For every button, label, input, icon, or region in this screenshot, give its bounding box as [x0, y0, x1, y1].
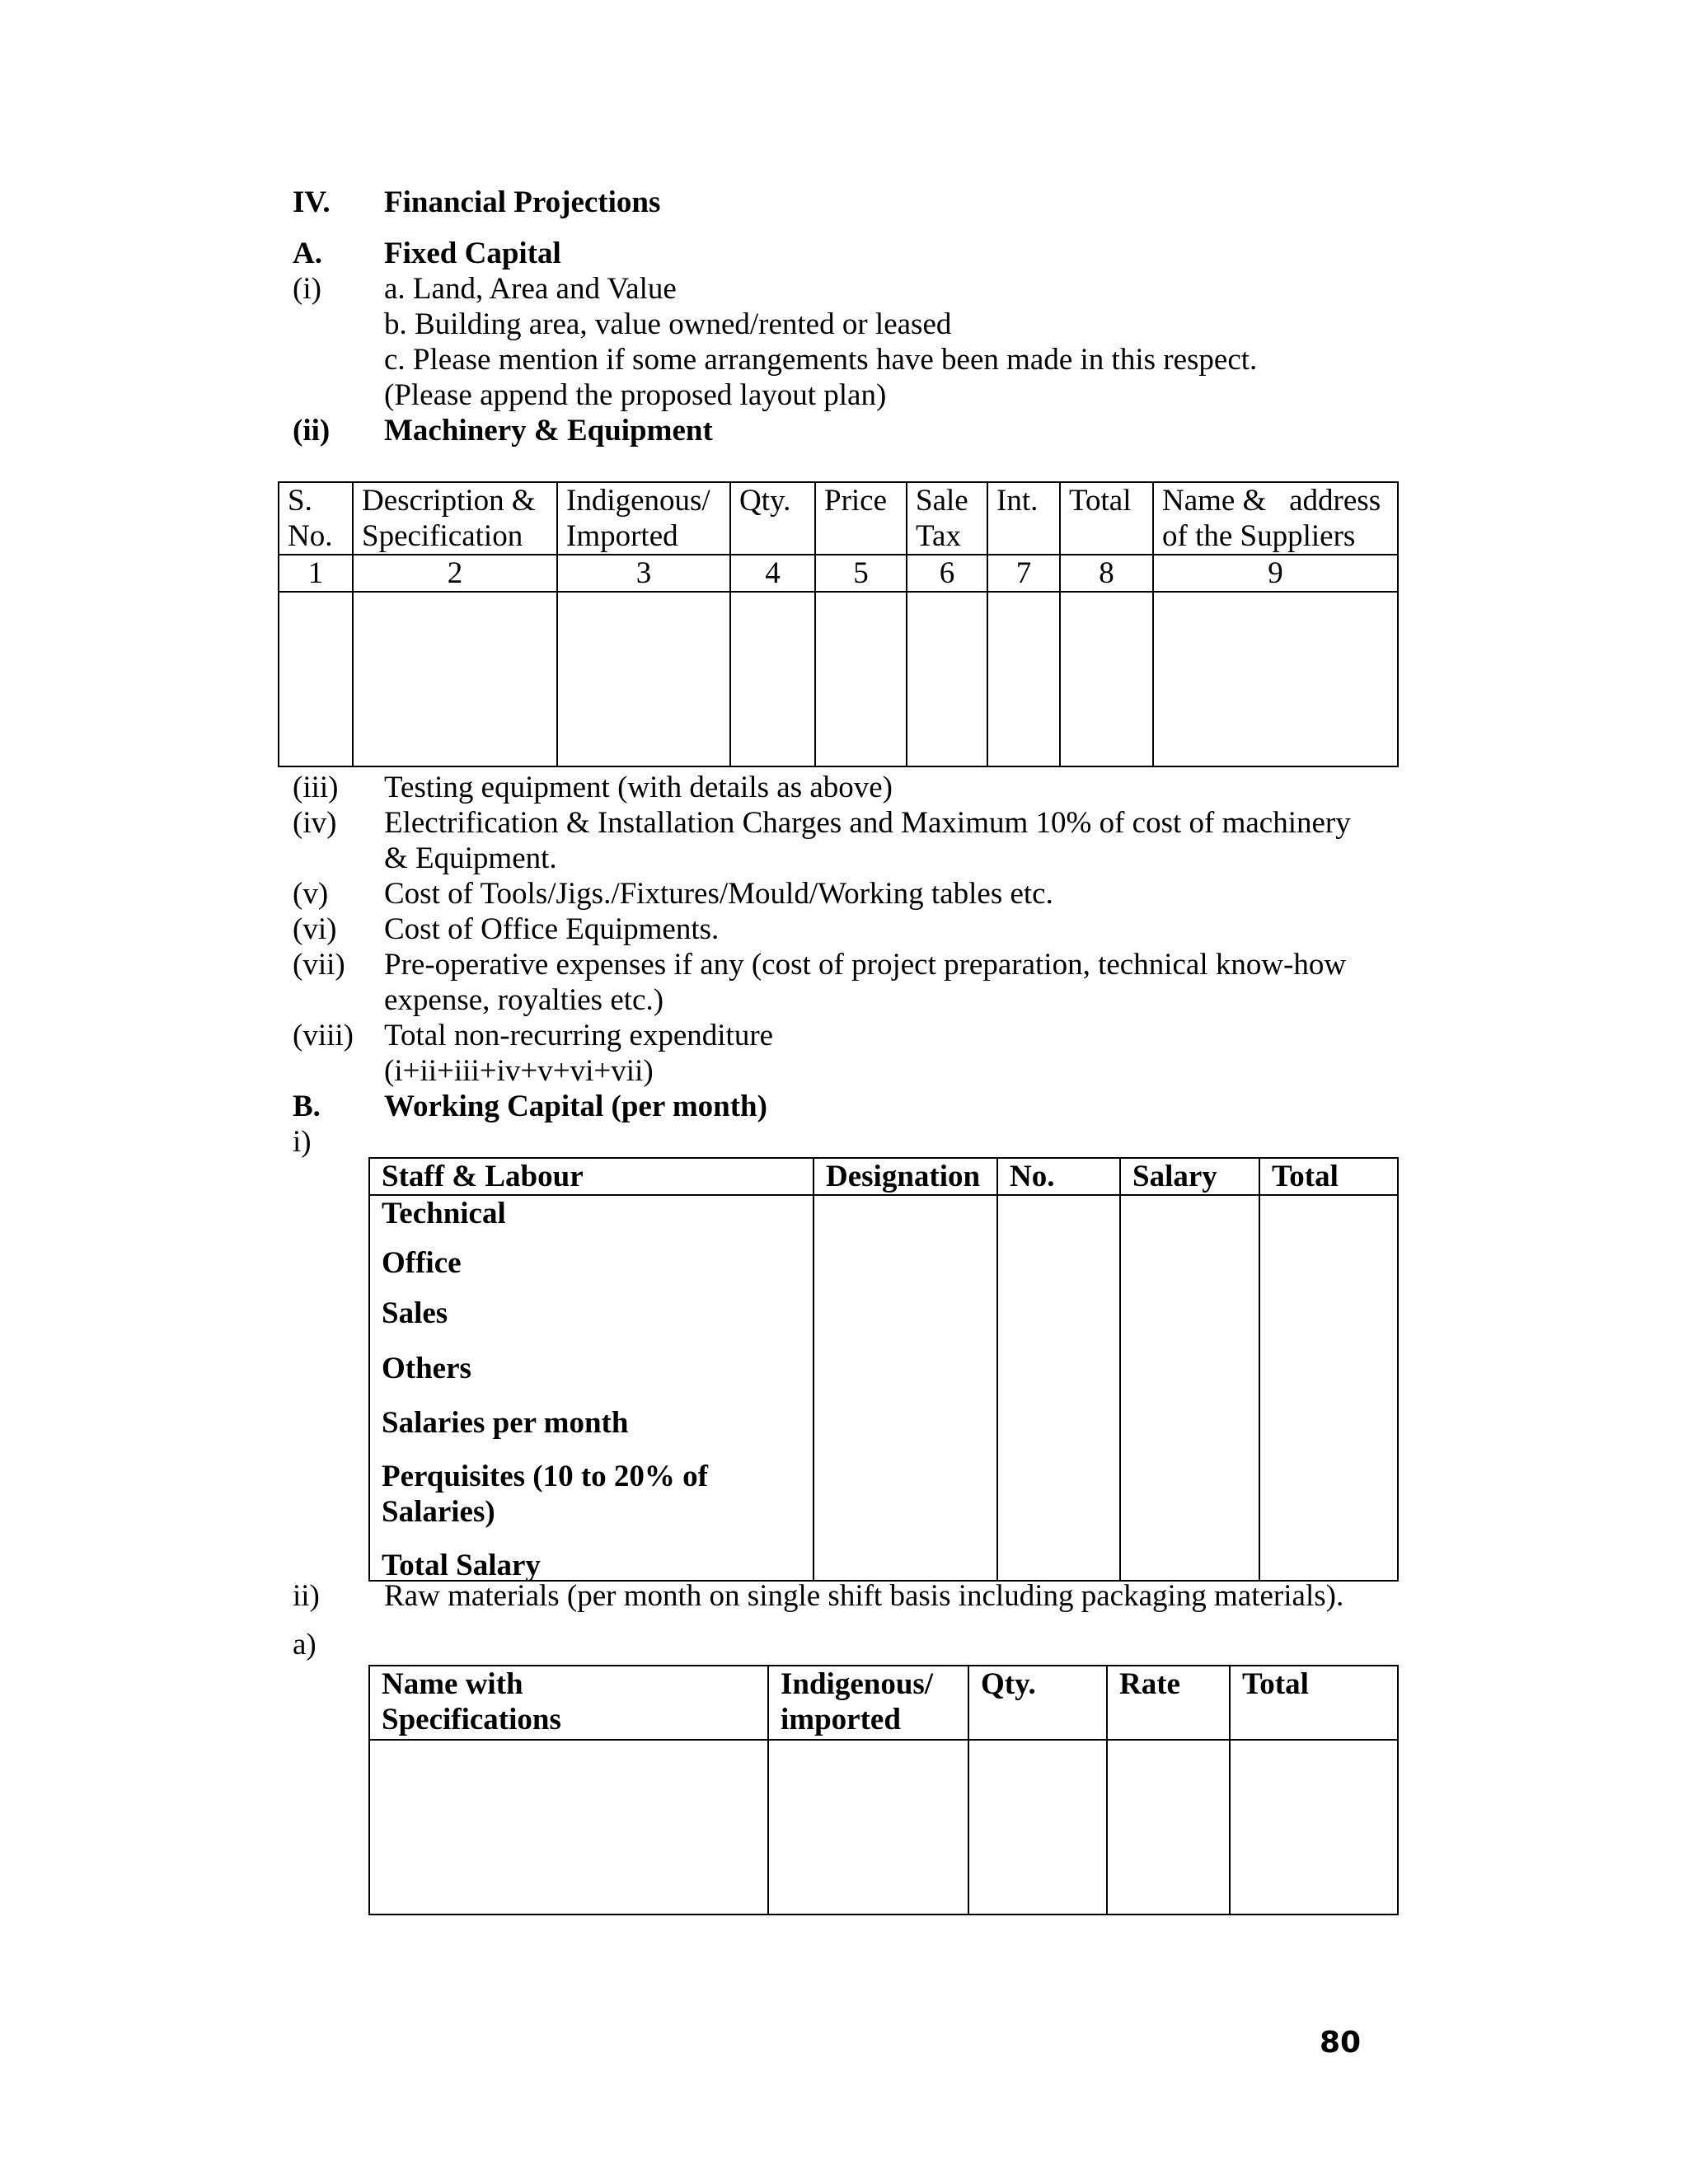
item-iv-text: Electrification & Installation Charges and Maximum 10% of cost of machinery	[384, 806, 1351, 840]
staff-header-row	[369, 1158, 1398, 1195]
machinery-table	[278, 481, 1399, 767]
col-header-int: Int.	[987, 482, 1060, 555]
col-header-qty: Qty.	[968, 1666, 1107, 1740]
fixed-capital-marker: A.	[293, 237, 322, 270]
col-number: 3	[557, 555, 730, 592]
blank-cell[interactable]	[1060, 592, 1153, 766]
col-number: 6	[907, 555, 987, 592]
col-header-no: No.	[997, 1158, 1120, 1195]
raw-materials-text: Raw materials (per month on single shift basis including packaging materials).	[384, 1579, 1344, 1613]
sub-i-marker: i)	[293, 1125, 312, 1159]
blank-cell[interactable]	[907, 592, 987, 766]
blank-cell[interactable]	[997, 1195, 1120, 1581]
item-v-text: Cost of Tools/Jigs./Fixtures/Mould/Working tables etc.	[384, 877, 1053, 911]
item-i-line-d: (Please append the proposed layout plan)	[384, 378, 887, 412]
section-marker: IV.	[293, 185, 331, 219]
row-label-sales: Sales	[382, 1296, 448, 1330]
blank-cell[interactable]	[987, 592, 1060, 766]
sub-a-marker: a)	[293, 1628, 316, 1661]
raw-header-row	[369, 1666, 1398, 1740]
col-header-rate: Rate	[1107, 1666, 1230, 1740]
blank-cell[interactable]	[815, 592, 907, 766]
col-header-staff: Staff & Labour	[369, 1158, 814, 1195]
blank-cell[interactable]	[279, 592, 353, 766]
col-number: 2	[353, 555, 557, 592]
item-iv-text-cont: & Equipment.	[384, 841, 557, 875]
col-number: 4	[730, 555, 815, 592]
blank-cell[interactable]	[1259, 1195, 1398, 1581]
col-header-description: Description & Specification	[353, 482, 557, 555]
raw-blank-row	[369, 1740, 1398, 1915]
blank-cell[interactable]	[814, 1195, 997, 1581]
item-vii-marker: (vii)	[293, 948, 345, 982]
raw-materials-marker: ii)	[293, 1579, 320, 1613]
staff-labels-cell	[369, 1195, 814, 1581]
item-i-line-c: c. Please mention if some arrangements have been made in this respect.	[384, 343, 1258, 377]
row-label-others: Others	[382, 1352, 471, 1385]
machinery-header-row	[279, 482, 1398, 555]
col-header-total: Total	[1230, 1666, 1398, 1740]
staff-table	[368, 1157, 1399, 1582]
machinery-number-row	[279, 555, 1398, 592]
col-header-sale-tax: Sale Tax	[907, 482, 987, 555]
item-i-marker: (i)	[293, 272, 321, 306]
row-label-salaries-per-month: Salaries per month	[382, 1406, 629, 1440]
blank-cell[interactable]	[557, 592, 730, 766]
item-iv-marker: (iv)	[293, 806, 337, 840]
col-header-salary: Salary	[1120, 1158, 1259, 1195]
col-number: 1	[279, 555, 353, 592]
col-header-total: Total	[1259, 1158, 1398, 1195]
item-viii-marker: (viii)	[293, 1019, 354, 1052]
row-label-office: Office	[382, 1246, 462, 1280]
blank-cell[interactable]	[768, 1740, 968, 1915]
blank-cell[interactable]	[730, 592, 815, 766]
machinery-blank-row	[279, 592, 1398, 766]
col-number: 7	[987, 555, 1060, 592]
working-capital-title: Working Capital (per month)	[384, 1090, 767, 1123]
staff-body-row	[369, 1195, 1398, 1581]
blank-cell[interactable]	[1107, 1740, 1230, 1915]
col-number: 8	[1060, 555, 1153, 592]
row-label-technical: Technical	[382, 1197, 506, 1230]
item-vii-text: Pre-operative expenses if any (cost of project preparation, technical know-how	[384, 948, 1347, 982]
row-label-total-salary: Total Salary	[382, 1549, 541, 1582]
col-number: 9	[1153, 555, 1398, 592]
row-label-perquisites-cont: Salaries)	[382, 1495, 495, 1529]
item-ii-title: Machinery & Equipment	[384, 414, 713, 448]
col-header-price: Price	[815, 482, 907, 555]
row-label-perquisites: Perquisites (10 to 20% of	[382, 1460, 708, 1493]
col-header-suppliers: Name & address of the Suppliers	[1153, 482, 1398, 555]
item-i-line-b: b. Building area, value owned/rented or leased	[384, 307, 952, 341]
item-vi-text: Cost of Office Equipments.	[384, 912, 720, 946]
col-header-designation: Designation	[814, 1158, 997, 1195]
working-capital-marker: B.	[293, 1090, 321, 1123]
col-header-total: Total	[1060, 482, 1153, 555]
col-header-name: Name with Specifications	[369, 1666, 768, 1740]
item-vii-text-cont: expense, royalties etc.)	[384, 983, 664, 1017]
item-ii-marker: (ii)	[293, 414, 331, 448]
page-number: 80	[1320, 2026, 1362, 2060]
col-header-sno: S. No.	[279, 482, 353, 555]
item-i-line-a: a. Land, Area and Value	[384, 272, 677, 306]
blank-cell[interactable]	[1230, 1740, 1398, 1915]
col-header-qty: Qty.	[730, 482, 815, 555]
col-number: 5	[815, 555, 907, 592]
item-viii-text: Total non-recurring expenditure	[384, 1019, 774, 1052]
col-header-indigenous: Indigenous/ imported	[768, 1666, 968, 1740]
blank-cell[interactable]	[968, 1740, 1107, 1915]
fixed-capital-title: Fixed Capital	[384, 237, 561, 270]
item-v-marker: (v)	[293, 877, 329, 911]
item-viii-text-cont: (i+ii+iii+iv+v+vi+vii)	[384, 1054, 654, 1088]
item-iii-text: Testing equipment (with details as above)	[384, 771, 893, 804]
col-header-indigenous: Indigenous/ Imported	[557, 482, 730, 555]
blank-cell[interactable]	[353, 592, 557, 766]
blank-cell[interactable]	[1153, 592, 1398, 766]
blank-cell[interactable]	[1120, 1195, 1259, 1581]
raw-materials-table	[368, 1665, 1399, 1915]
section-title: Financial Projections	[384, 185, 661, 219]
blank-cell[interactable]	[369, 1740, 768, 1915]
item-vi-marker: (vi)	[293, 912, 337, 946]
item-iii-marker: (iii)	[293, 771, 339, 804]
